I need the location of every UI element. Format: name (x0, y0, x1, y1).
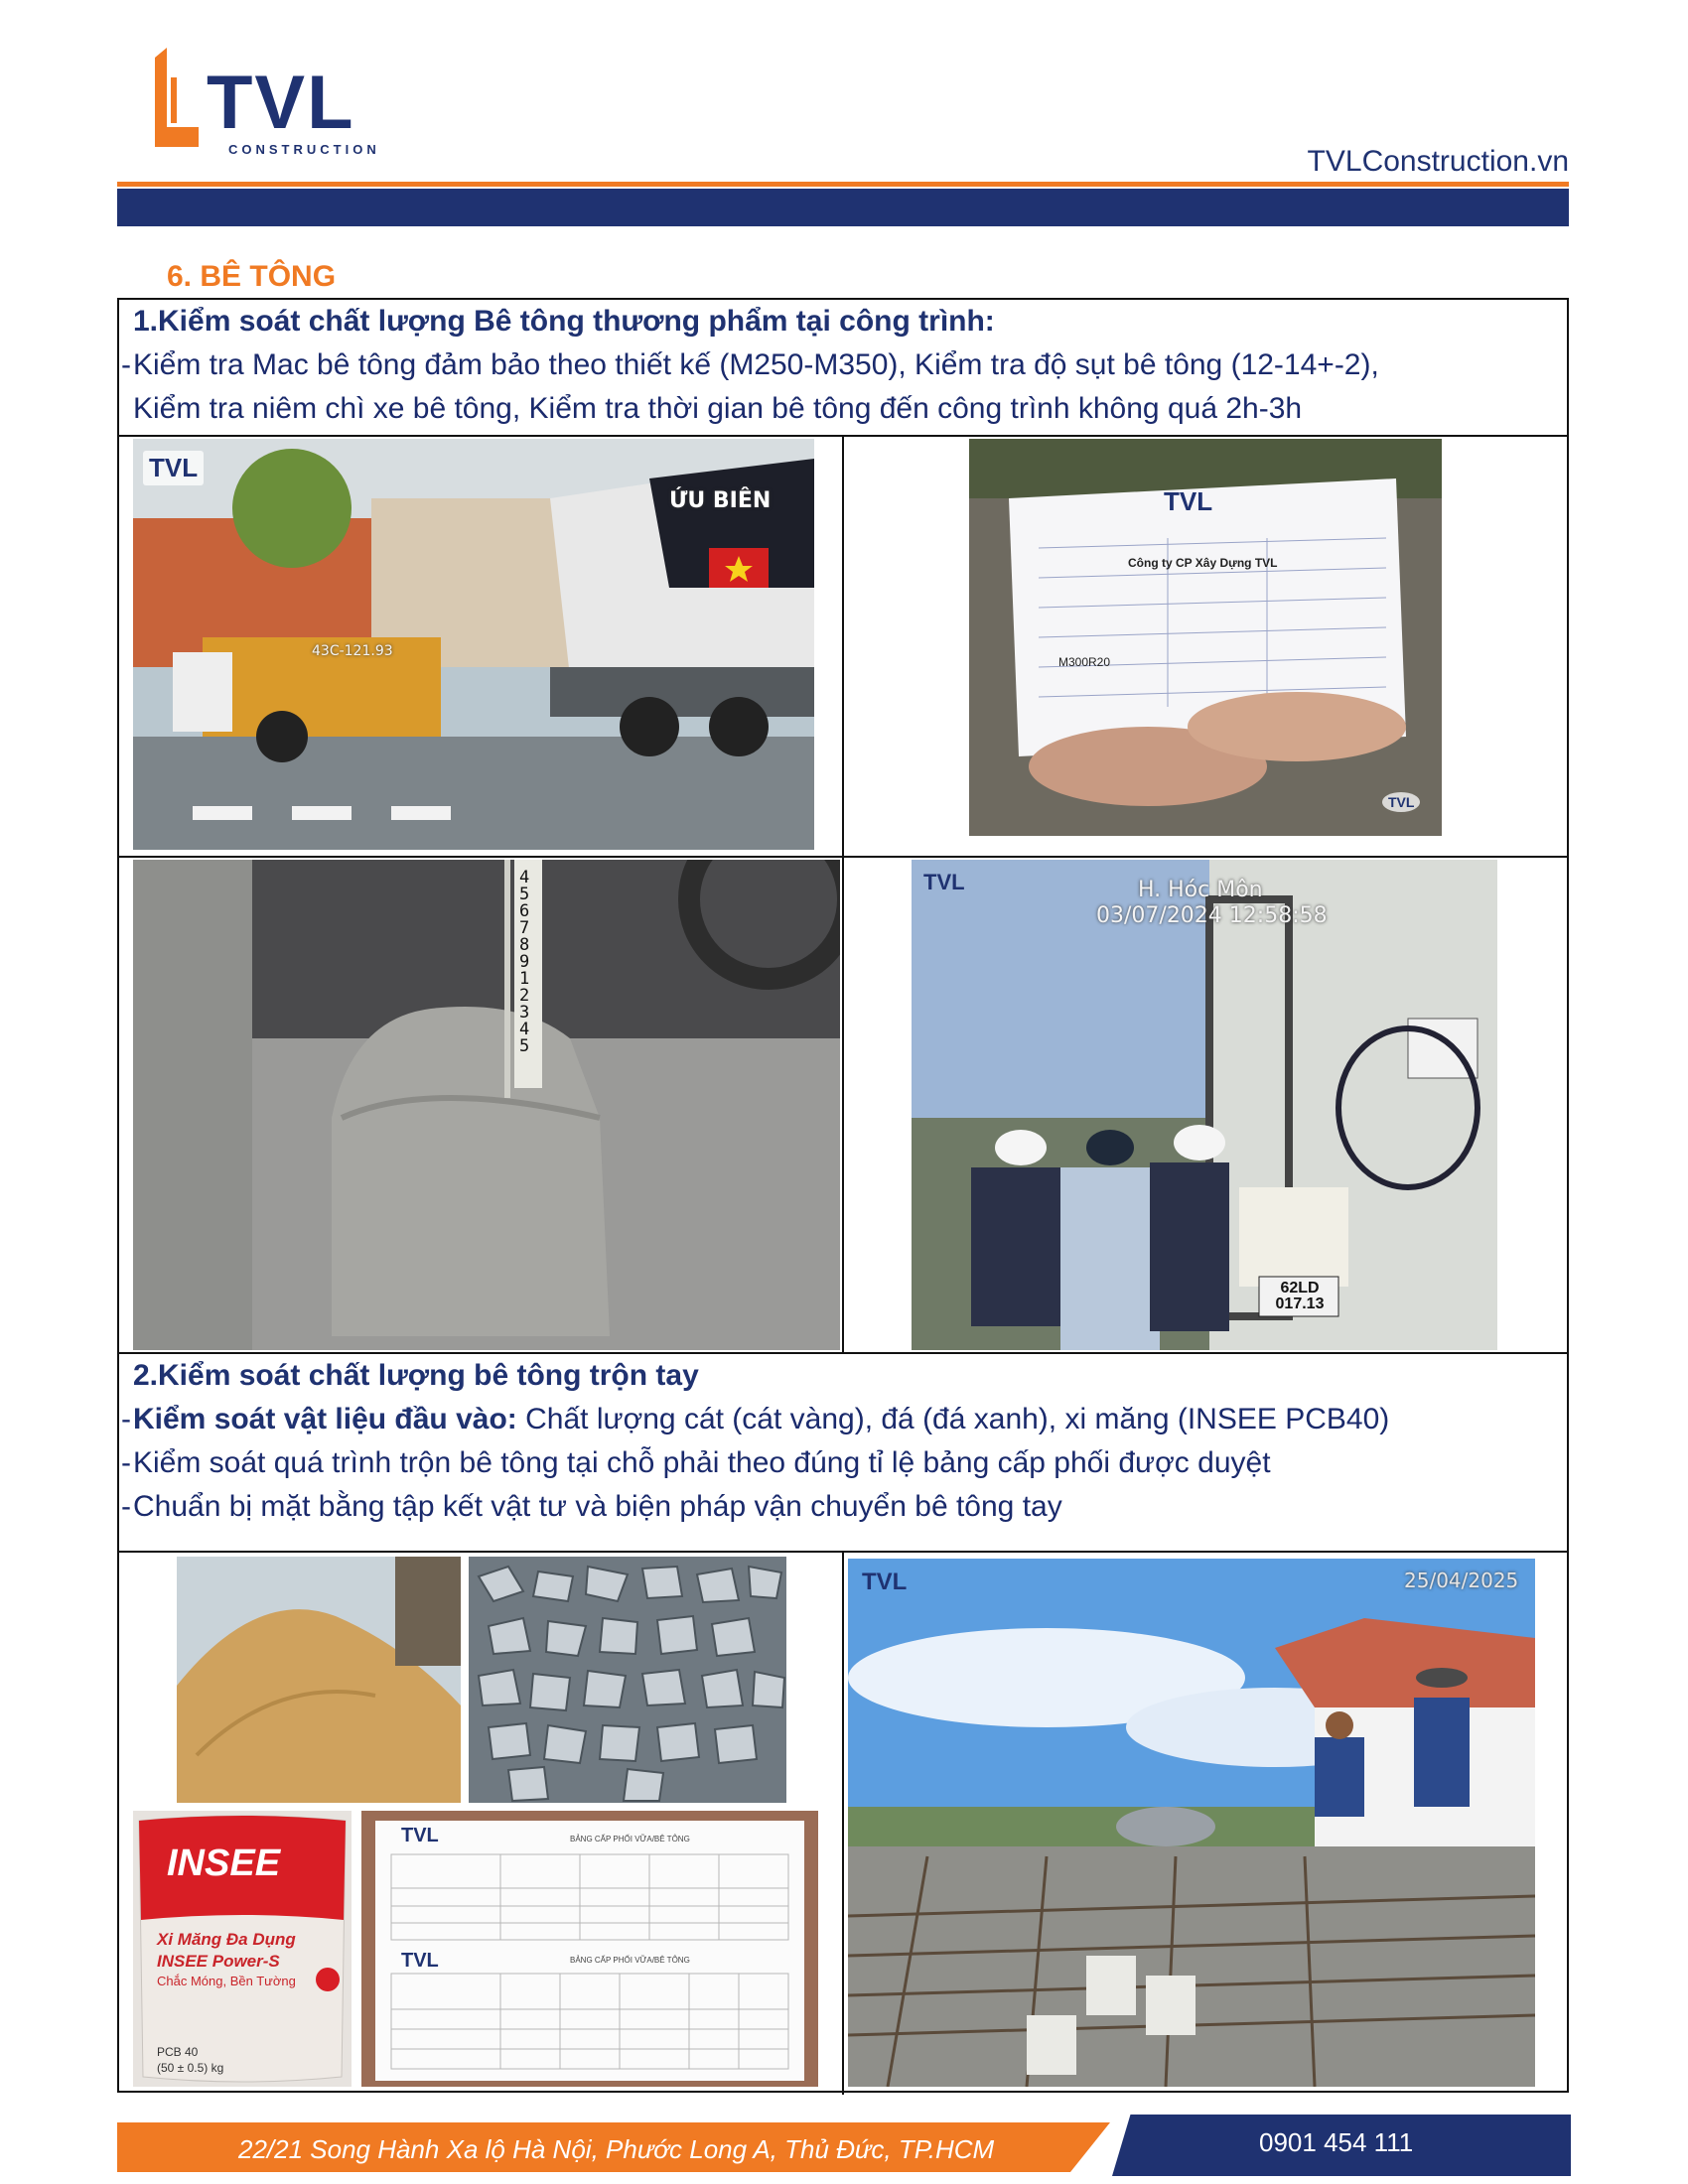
block2-text (133, 1354, 1389, 1529)
cement-line-2: INSEE Power-S (157, 1952, 280, 1971)
section-title: 6. BÊ TÔNG (167, 260, 337, 293)
block1-text (133, 300, 1379, 431)
truck-side-text: ỨU BIÊN (669, 488, 772, 513)
column-divider-2 (842, 1551, 844, 2095)
slip-mark: M300R20 (1058, 655, 1111, 669)
logo-building-icon (145, 48, 201, 147)
cement-grade: PCB 40 (157, 2045, 199, 2059)
slip-company: Công ty CP Xây Dựng TVL (1128, 556, 1278, 570)
logo-text: TVL (207, 61, 355, 145)
site-date: 25/04/2025 (1404, 1569, 1519, 1592)
pump-plate: 43C-121.93 (312, 643, 393, 659)
block2-line-2: - Kiểm soát quá trình trộn bê tông tại chỗ phải theo đúng tỉ lệ bảng cấp phối được duyệt (133, 1441, 1389, 1485)
block2-heading: 2.Kiểm soát chất lượng bê tông trộn tay (133, 1359, 699, 1392)
block1-line-2: Kiểm tra niêm chì xe bê tông, Kiểm tra thời gian bê tông đến công trình không quá 2h-3h (133, 392, 1303, 425)
company-logo (139, 48, 380, 157)
column-divider-1 (842, 435, 844, 1352)
inspection-datetime: 03/07/2024 12:58:58 (1096, 903, 1328, 928)
table-title-1: BẢNG CẤP PHỐI VỮA/BÊ TÔNG (570, 1835, 690, 1843)
row-divider-2 (119, 856, 1567, 858)
logo-subtitle: CONSTRUCTION (228, 142, 380, 157)
stone-photo (469, 1557, 786, 1803)
table-title-2: BẢNG CẤP PHỐI VỮA/BÊ TÔNG (570, 1956, 690, 1965)
ruler-digits: 4567891 2345 (519, 868, 530, 1056)
slip-watermark: TVL (1164, 486, 1213, 516)
truck-inspection-photo (912, 860, 1497, 1350)
block1-heading: 1.Kiểm soát chất lượng Bê tông thương phẩm tại công trình: (133, 305, 995, 338)
table-watermark-2: TVL (401, 1950, 439, 1972)
truck-watermark: TVL (143, 451, 204, 485)
inspection-location: H. Hóc Môn (1138, 878, 1263, 902)
block2-line-3: - Chuẩn bị mặt bằng tập kết vật tư và biện pháp vận chuyển bê tông tay (133, 1485, 1389, 1529)
website-link[interactable]: TVLConstruction.vn (1307, 145, 1569, 178)
slip-badge: TVL (1382, 792, 1420, 812)
content-frame (117, 298, 1569, 2093)
block2-line-1-rest: Chất lượng cát (cát vàng), đá (đá xanh), xi măng (INSEE PCB40) (516, 1403, 1390, 1435)
table-watermark-1: TVL (401, 1825, 439, 1846)
slump-test-photo (133, 860, 840, 1350)
header-rule-navy (117, 189, 1569, 226)
header-rule-orange (117, 182, 1569, 187)
cement-line-3: Chắc Móng, Bền Tường (157, 1974, 296, 1988)
cement-bag-photo (133, 1811, 352, 2087)
inspection-watermark: TVL (923, 870, 965, 894)
footer-phone[interactable]: 0901 454 111 (1259, 2127, 1414, 2157)
mix-proportion-table-photo (361, 1811, 818, 2087)
cement-weight: (50 ± 0.5) kg (157, 2061, 224, 2075)
sand-photo (177, 1557, 461, 1803)
cement-brand: INSEE (167, 1843, 281, 1884)
inspection-plate: 62LD 017.13 (1275, 1280, 1325, 1312)
concrete-truck-photo (133, 439, 814, 850)
site-watermark: TVL (862, 1569, 908, 1595)
footer-address: 22/21 Song Hành Xa lộ Hà Nội, Phước Long A, Thủ Đức, TP.HCM (238, 2134, 995, 2164)
block1-line-1: - Kiểm tra Mac bê tông đảm bảo theo thiết kế (M250-M350), Kiểm tra độ sụt bê tông (12-14+-2), (133, 343, 1379, 387)
block2-line-1-bold: Kiểm soát vật liệu đầu vào: (133, 1403, 517, 1435)
delivery-slip-photo (969, 439, 1442, 836)
block2-line-1 (133, 1398, 1389, 1441)
hand-mixing-site-photo (848, 1559, 1535, 2087)
cement-line-1: Xi Măng Đa Dụng (157, 1930, 296, 1949)
